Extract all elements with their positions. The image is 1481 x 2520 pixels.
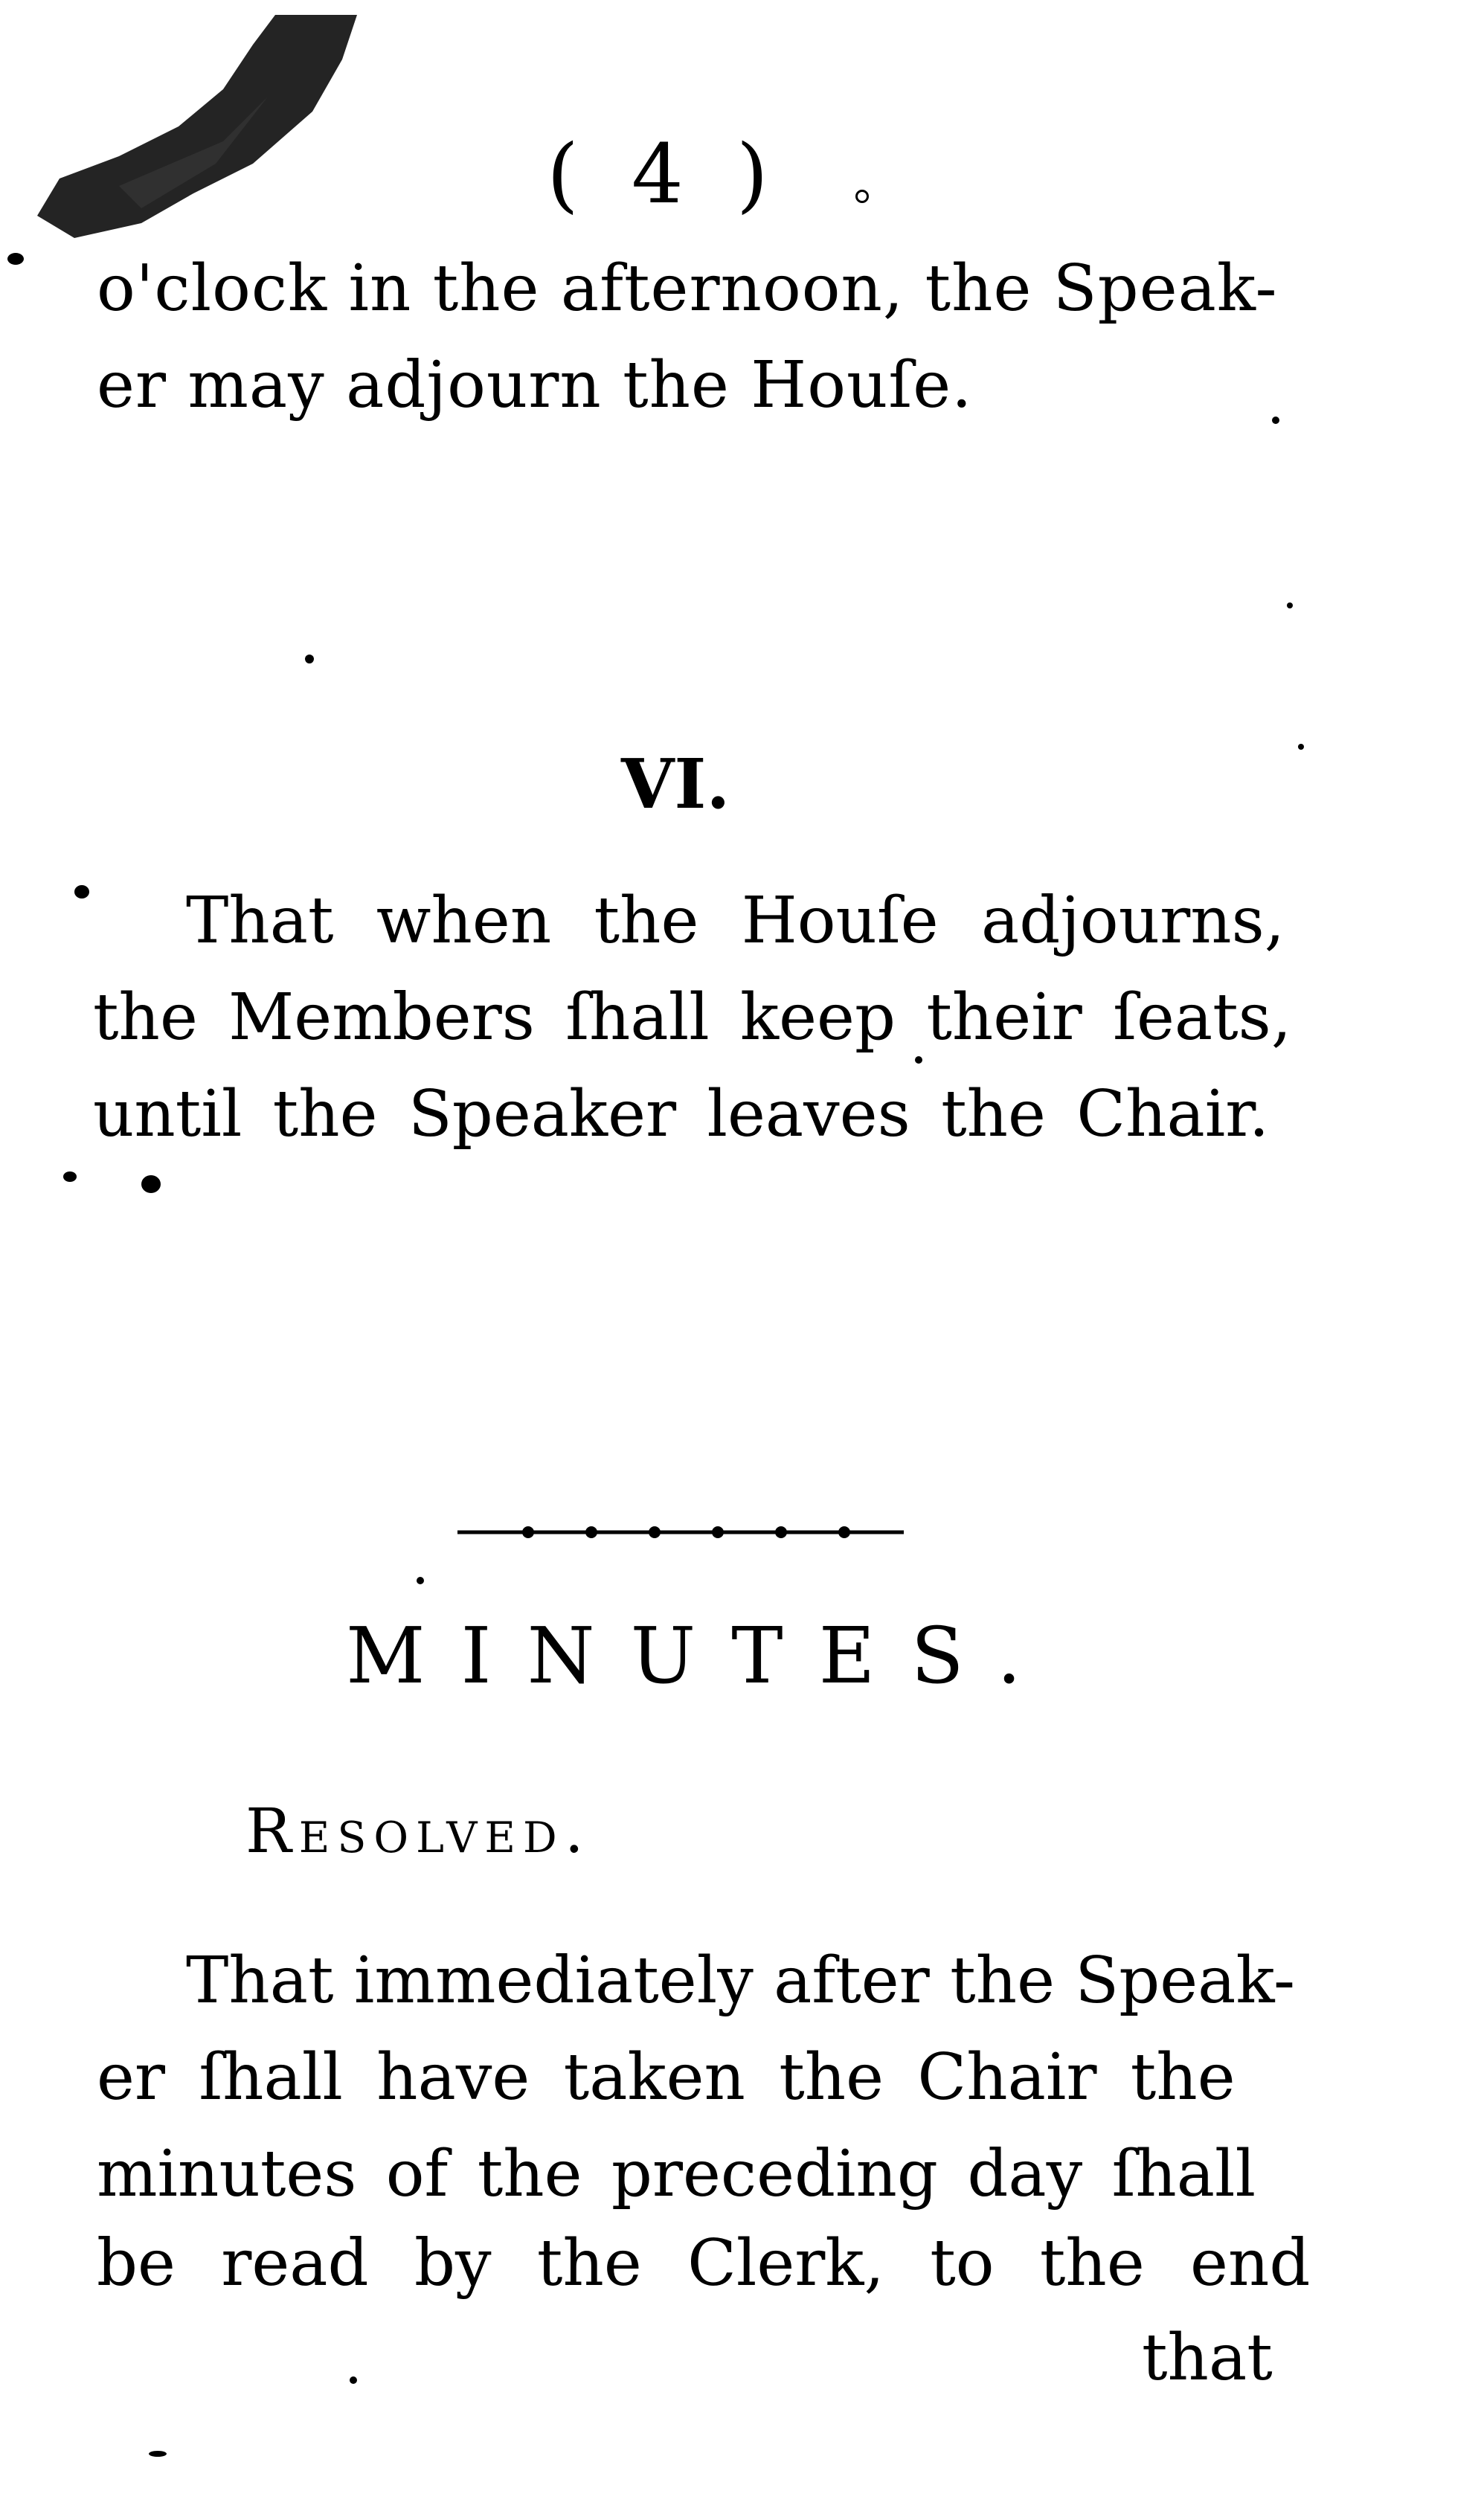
subheading: Resolved. [245,1796,591,1867]
body-text-line-4: be read by the Clerk, to the end [97,2226,1311,2301]
ornamental-rule [457,1523,904,1541]
section-text-line-1: That when the Houſe adjourns, [186,884,1285,958]
ink-speck [350,2376,357,2384]
page-number: ( 4 ) [547,126,782,222]
ink-speck [1298,744,1304,750]
ink-speck [1287,602,1293,608]
ink-speck [855,190,869,203]
catchword: that [1142,2321,1273,2395]
ink-speck [74,885,89,899]
carryover-line-1: o'clock in the afternoon, the Speak- [97,251,1278,326]
section-number: VI. [621,744,730,824]
ink-speck [305,655,314,663]
carryover-line-2: er may adjourn the Houſe. [97,348,973,422]
body-text-line-1: That immediately after the Speak- [186,1944,1296,2018]
ink-speck [1272,417,1279,424]
ink-speck [915,1056,922,1064]
section-heading: MINUTES. [346,1610,1058,1701]
body-text-line-2: er ſhall have taken the Chair the [97,2040,1236,2115]
ink-speck [7,253,24,265]
ink-stain-decoration [30,15,357,245]
ink-speck [417,1577,424,1584]
section-text-line-2: the Members ſhall keep their ſeats, [93,980,1292,1055]
ink-speck [63,1171,77,1182]
ink-speck [149,2451,167,2457]
body-text-line-3: minutes of the preceding day ſhall [97,2137,1256,2211]
section-text-line-3: until the Speaker leaves the Chair. [93,1077,1270,1151]
ink-speck [141,1175,161,1193]
